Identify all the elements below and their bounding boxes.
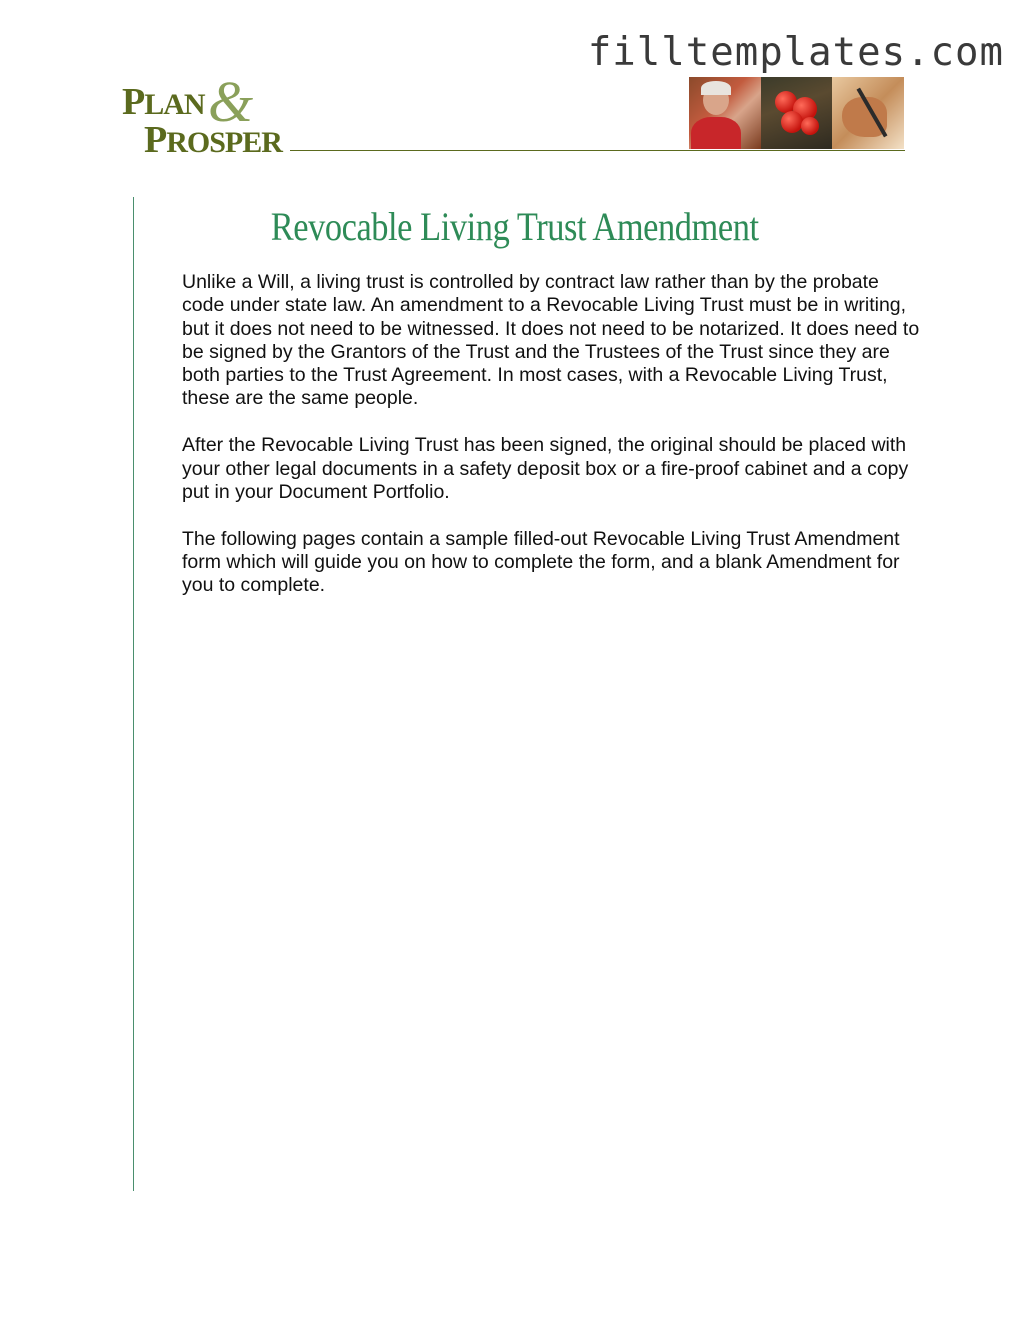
paragraph-following-pages: The following pages contain a sample filled-out Revocable Living Trust Amendment form which will guide you on how to complete the form, and a blank Amendment for you to complete. [182, 527, 900, 597]
header-photo-strip [689, 77, 904, 149]
header-divider [290, 150, 905, 151]
logo-line-prosper: PROSPER [144, 119, 282, 161]
signing-photo [832, 77, 904, 149]
page-title: Revocable Living Trust Amendment [271, 204, 759, 249]
paragraph-intro: Unlike a Will, a living trust is controlled by contract law rather than by the probate code under state law. An amendment to a Revocable Living Trust must be in writing, but it does not need to be witnessed. It does not need to be notarized. It does need to be signed by the Grantors of the Trust and the Trustees of the Trust since they are both parties to the Trust Agreement. In most cases, with a Revocable Living Trust, these are the same people. [182, 271, 920, 410]
plan-prosper-logo [122, 69, 292, 161]
grandparent-photo [689, 77, 761, 149]
document-body [182, 271, 922, 621]
paragraph-storage: After the Revocable Living Trust has been signed, the original should be placed with your other legal documents in a safety deposit box or a fire-proof cabinet and a copy put in your Document Portfolio. [182, 434, 909, 503]
watermark-text: filltemplates.com [587, 30, 1004, 75]
left-margin-rule [133, 197, 134, 1191]
logo-ampersand: & [208, 69, 254, 134]
apples-photo [761, 77, 832, 149]
logo-line-plan: PLAN [122, 81, 205, 123]
